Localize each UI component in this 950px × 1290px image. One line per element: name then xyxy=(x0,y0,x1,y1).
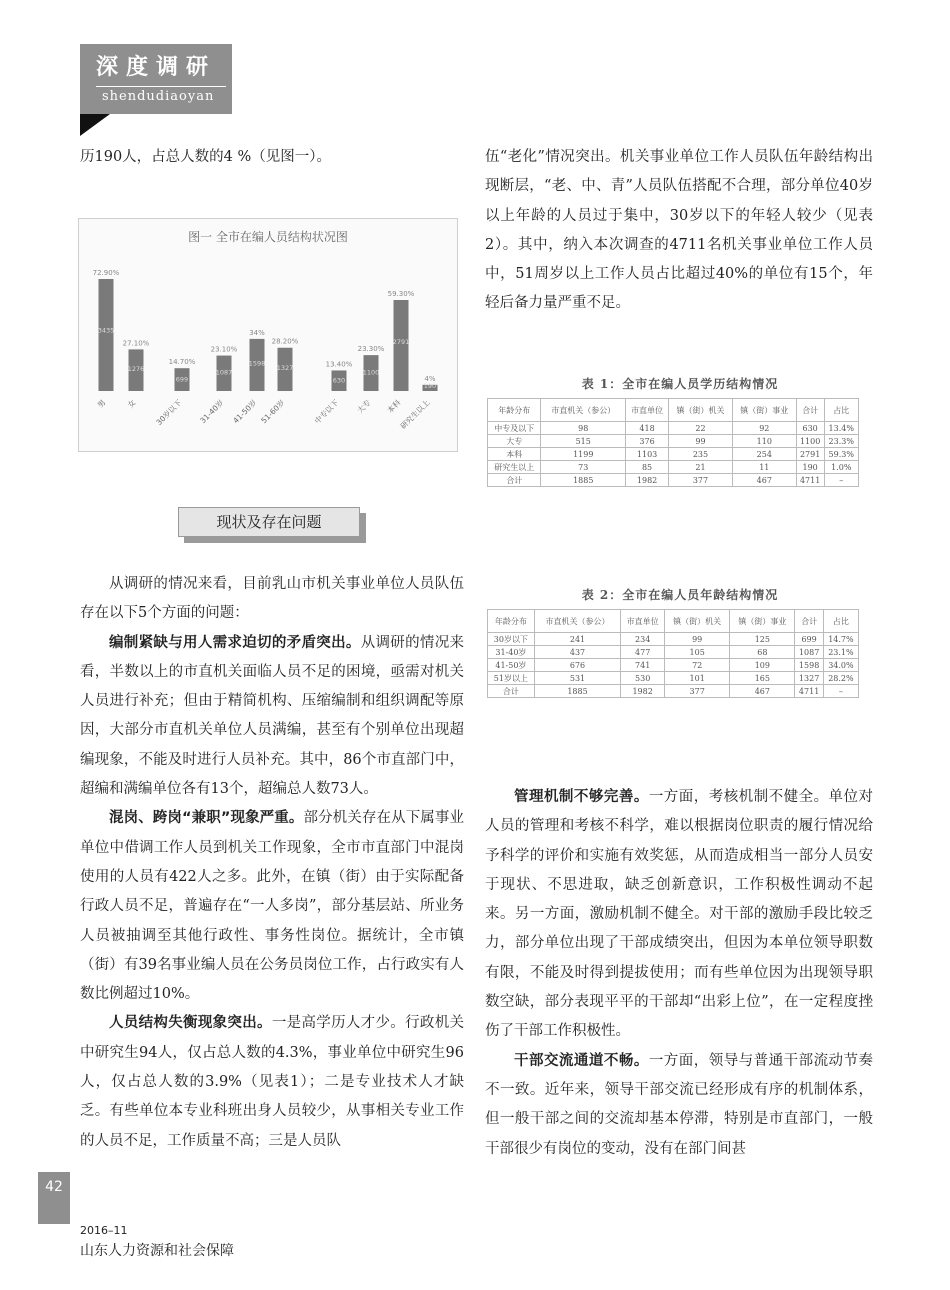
table-row xyxy=(488,633,859,646)
table-cell: 99 xyxy=(669,435,733,448)
table-cell: 1100 xyxy=(796,435,824,448)
bar-pct-label: 27.10% xyxy=(122,339,150,348)
table-cell: 105 xyxy=(665,646,730,659)
journal-name: 山东人力资源和社会保障 xyxy=(80,1243,234,1259)
paragraph: 历190人，占总人数的4 %（见图一）。 xyxy=(80,149,332,165)
table-cell: 1103 xyxy=(626,448,669,461)
table-cell: 515 xyxy=(541,435,626,448)
header-corner-triangle xyxy=(80,114,110,136)
table-cell: 1598 xyxy=(795,659,823,672)
x-tick-label: 本科 xyxy=(385,398,403,416)
table-cell: 437 xyxy=(534,646,620,659)
table-cell: 99 xyxy=(665,633,730,646)
right-column-top xyxy=(485,143,873,319)
table-cell: 98 xyxy=(541,422,626,435)
paragraph: 伍“老化”情况突出。机关事业单位工作人员队伍年龄结构出现断层，“老、中、青”人员队伍搭配不合理，部分单位40岁以上年龄的人员过于集中，30岁以下的年轻人较少（见表2）。其中，纳入本次调查的4711名机关事业单位工作人员中，51周岁以上工作人员占比超过40%的单位有15个，年轻后备力量严重不足。 xyxy=(485,149,873,312)
table-cell: 190 xyxy=(796,461,824,474)
table-cell: 530 xyxy=(621,672,665,685)
table-1 xyxy=(487,375,873,487)
table-cell: 101 xyxy=(665,672,730,685)
paragraph-heading: 编制紧缺与用人需求迫切的矛盾突出。 xyxy=(109,634,361,651)
table-row xyxy=(488,422,859,435)
table-cell: 699 xyxy=(795,633,823,646)
table-cell: 1327 xyxy=(795,672,823,685)
table-cell: 2791 xyxy=(796,448,824,461)
paragraph xyxy=(485,783,873,1047)
table-cell: 本科 xyxy=(488,448,541,461)
table-cell: 1.0% xyxy=(824,461,858,474)
table-cell: 1199 xyxy=(541,448,626,461)
x-tick-label: 41-50岁 xyxy=(231,398,259,426)
bar-pct-label: 23.10% xyxy=(210,345,238,354)
left-column-top xyxy=(80,143,464,172)
bar-pct-label: 4% xyxy=(424,374,436,383)
table-header-cell: 市直单位 xyxy=(621,610,665,633)
table-row xyxy=(488,672,859,685)
table-cell: 531 xyxy=(534,672,620,685)
table-row xyxy=(488,646,859,659)
paragraph xyxy=(80,629,464,805)
bar-pct-label: 13.40% xyxy=(325,360,353,369)
chart-bar xyxy=(99,279,114,391)
table-cell: 125 xyxy=(730,633,795,646)
table-header-cell: 年龄分布 xyxy=(488,610,535,633)
table-cell: 467 xyxy=(730,685,795,698)
page-number: 42 xyxy=(38,1172,70,1224)
left-column-body xyxy=(80,570,464,1156)
table-cell: 73 xyxy=(541,461,626,474)
table-2 xyxy=(487,586,873,698)
x-tick-label: 大专 xyxy=(355,398,373,416)
table-cell: 13.4% xyxy=(824,422,858,435)
table-cell: 59.3% xyxy=(824,448,858,461)
table-cell: 22 xyxy=(669,422,733,435)
table-cell: 11 xyxy=(732,461,796,474)
table-cell: 110 xyxy=(732,435,796,448)
bar-pct-label: 59.30% xyxy=(387,289,415,298)
table-cell: 235 xyxy=(669,448,733,461)
bar-pct-label: 34% xyxy=(249,328,265,337)
paragraph-text: 一方面，考核机制不健全。单位对人员的管理和考核不科学，难以根据岗位职责的履行情况给予科学的评价和实施有效奖惩，从而造成相当一部分人员安于现状、不思进取，缺乏创新意识，工作积极性调动不起来。另一方面，激励机制不健全。对干部的激励手段比较乏力，部分单位出现了干部成绩突出，但因为本单位领导职数有限，不能及时得到提拔使用；而有些单位因为出现领导职数空缺，部分表现平平的干部却“出彩上位”，在一定程度挫伤了干部工作积极性。 xyxy=(485,789,874,1040)
bar-value-label: 1087 xyxy=(215,368,233,377)
table-header-cell: 合计 xyxy=(795,610,823,633)
table-header-cell: 镇（街）事业 xyxy=(732,399,796,422)
table-header-cell: 市直机关（参公） xyxy=(541,399,626,422)
paragraph-heading: 人员结构失衡现象突出。 xyxy=(109,1015,272,1032)
table-header-cell: 市直机关（参公） xyxy=(534,610,620,633)
table-cell: 30岁以下 xyxy=(488,633,535,646)
table-cell: 23.1% xyxy=(823,646,858,659)
paragraph-text: 部分机关存在从下属事业单位中借调工作人员到机关工作现象，全市市直部门中混岗使用的人员有422人之多。此外，在镇（街）由于实际配备行政人员不足，普遍存在“一人多岗”，部分基层站、所业务人员被抽调至其他行政性、事务性岗位。据统计，全市镇（街）有39名事业编人员在公务员岗位工作，占行政实有人数比例超过10%。 xyxy=(80,810,464,1003)
header-title: 深度调研 xyxy=(96,55,217,80)
table-cell: 85 xyxy=(626,461,669,474)
bar-pct-label: 28.20% xyxy=(271,337,299,346)
table-row xyxy=(488,461,859,474)
paragraph: 从调研的情况来看，目前乳山市机关事业单位人员队伍存在以下5个方面的问题： xyxy=(80,576,464,622)
paragraph-heading: 干部交流通道不畅。 xyxy=(514,1052,649,1069)
table-header-cell: 镇（街）事业 xyxy=(730,610,795,633)
bar-value-label: 630 xyxy=(332,376,346,385)
table-row xyxy=(488,659,859,672)
table-header-cell: 镇（街）机关 xyxy=(665,610,730,633)
table-header-cell: 合计 xyxy=(796,399,824,422)
table-cell: 1885 xyxy=(541,474,626,487)
section-header xyxy=(80,44,232,114)
table-cell: 合计 xyxy=(488,685,535,698)
bar-value-label: 699 xyxy=(175,375,189,384)
table-cell: 630 xyxy=(796,422,824,435)
table-cell: 1087 xyxy=(795,646,823,659)
table-cell: 23.3% xyxy=(824,435,858,448)
table-cell: 1982 xyxy=(626,474,669,487)
table-cell: 165 xyxy=(730,672,795,685)
bar-value-label: 1100 xyxy=(362,368,380,377)
paragraph xyxy=(485,1047,873,1164)
table-cell: 1982 xyxy=(621,685,665,698)
issue-date: 2016–11 xyxy=(80,1224,128,1237)
bar-value-label: 190 xyxy=(423,382,437,390)
paragraph-heading: 混岗、跨岗“兼职”现象严重。 xyxy=(109,810,304,827)
table-cell: 51岁以上 xyxy=(488,672,535,685)
table-cell: 377 xyxy=(669,474,733,487)
bar-value-label: 3435 xyxy=(97,326,115,335)
table-cell: 234 xyxy=(621,633,665,646)
table-cell: 467 xyxy=(732,474,796,487)
paragraph-text: 一方面，领导与普通干部流动节奏不一致。近年来，领导干部交流已经形成有序的机制体系，但一般干部之间的交流却基本停滞，特别是市直部门，一般干部很少有岗位的变动，没有在部门间甚 xyxy=(485,1052,874,1157)
table-cell: 31-40岁 xyxy=(488,646,535,659)
table-cell: 大专 xyxy=(488,435,541,448)
table-cell: 4711 xyxy=(796,474,824,487)
x-tick-label: 女 xyxy=(125,398,138,410)
paragraph-heading: 管理机制不够完善。 xyxy=(514,789,649,805)
chart-title: 图一 全市在编人员结构状况图 xyxy=(188,230,348,244)
table-row xyxy=(488,448,859,461)
table-cell: 34.0% xyxy=(823,659,858,672)
figure-1 xyxy=(78,218,458,452)
x-tick-label: 研究生以上 xyxy=(398,398,432,431)
header-pinyin: shendudiaoyan xyxy=(102,89,215,104)
x-tick-label: 30岁以下 xyxy=(154,398,184,428)
table-cell: 92 xyxy=(732,422,796,435)
table-caption: 表 2：全市在编人员年龄结构情况 xyxy=(581,588,779,602)
paragraph xyxy=(80,804,464,1009)
x-tick-label: 31-40岁 xyxy=(198,398,226,426)
table-header-cell: 市直单位 xyxy=(626,399,669,422)
paragraph xyxy=(80,1009,464,1155)
data-table xyxy=(487,398,859,487)
table-cell: 68 xyxy=(730,646,795,659)
table-cell: 241 xyxy=(534,633,620,646)
table-cell: 中专及以下 xyxy=(488,422,541,435)
bar-value-label: 1327 xyxy=(276,364,294,373)
table-cell: 418 xyxy=(626,422,669,435)
bar-pct-label: 14.70% xyxy=(168,358,196,367)
table-row xyxy=(488,685,859,698)
table-cell: 1885 xyxy=(534,685,620,698)
table-cell: 41-50岁 xyxy=(488,659,535,672)
x-tick-label: 中专以下 xyxy=(312,398,341,426)
table-cell: 376 xyxy=(626,435,669,448)
table-cell: 676 xyxy=(534,659,620,672)
bar-value-label: 1276 xyxy=(127,365,145,374)
bar-pct-label: 23.30% xyxy=(357,345,385,354)
table-cell: 477 xyxy=(621,646,665,659)
table-cell: 4711 xyxy=(795,685,823,698)
table-cell: 14.7% xyxy=(823,633,858,646)
table-cell: 28.2% xyxy=(823,672,858,685)
x-tick-label: 51-60岁 xyxy=(259,398,287,426)
table-row xyxy=(488,435,859,448)
data-table xyxy=(487,609,859,698)
bar-chart xyxy=(79,219,457,451)
table-cell: 109 xyxy=(730,659,795,672)
header-divider xyxy=(96,86,226,87)
bar-pct-label: 72.90% xyxy=(92,269,120,277)
table-caption: 表 1：全市在编人员学历结构情况 xyxy=(581,377,779,391)
table-header-cell: 占比 xyxy=(823,610,858,633)
section-title: 现状及存在问题 xyxy=(178,507,360,537)
table-cell: 741 xyxy=(621,659,665,672)
table-cell: 254 xyxy=(732,448,796,461)
table-header-cell: 年龄分布 xyxy=(488,399,541,422)
paragraph-text: 一是高学历人才少。行政机关中研究生94人，仅占总人数的4.3%，事业单位中研究生96人，仅占总人数的3.9%（见表1）；二是专业技术人才缺乏。有些单位本专业科班出身人员较少，从事相关专业工作的人员不足，工作质量不高；三是人员队 xyxy=(80,1015,465,1149)
bar-value-label: 2791 xyxy=(392,337,410,346)
right-column-body xyxy=(485,783,873,1164)
x-tick-label: 男 xyxy=(95,398,108,410)
table-cell: – xyxy=(823,685,858,698)
table-cell: 377 xyxy=(665,685,730,698)
table-header-cell: 镇（街）机关 xyxy=(669,399,733,422)
paragraph-text: 从调研的情况来看，半数以上的市直机关面临人员不足的困境，亟需对机关人员进行补充；但由于精简机构、压缩编制和组织调配等原因，大部分市直机关单位人员满编，甚至有个别单位出现超编现象，不能及时进行人员补充。其中，86个市直部门中，超编和满编单位各有13个，超编总人数73人。 xyxy=(80,634,465,798)
bar-value-label: 1598 xyxy=(248,359,266,368)
table-cell: 合计 xyxy=(488,474,541,487)
table-row xyxy=(488,474,859,487)
table-header-cell: 占比 xyxy=(824,399,858,422)
table-cell: 72 xyxy=(665,659,730,672)
table-cell: 研究生以上 xyxy=(488,461,541,474)
table-cell: 21 xyxy=(669,461,733,474)
table-cell: – xyxy=(824,474,858,487)
